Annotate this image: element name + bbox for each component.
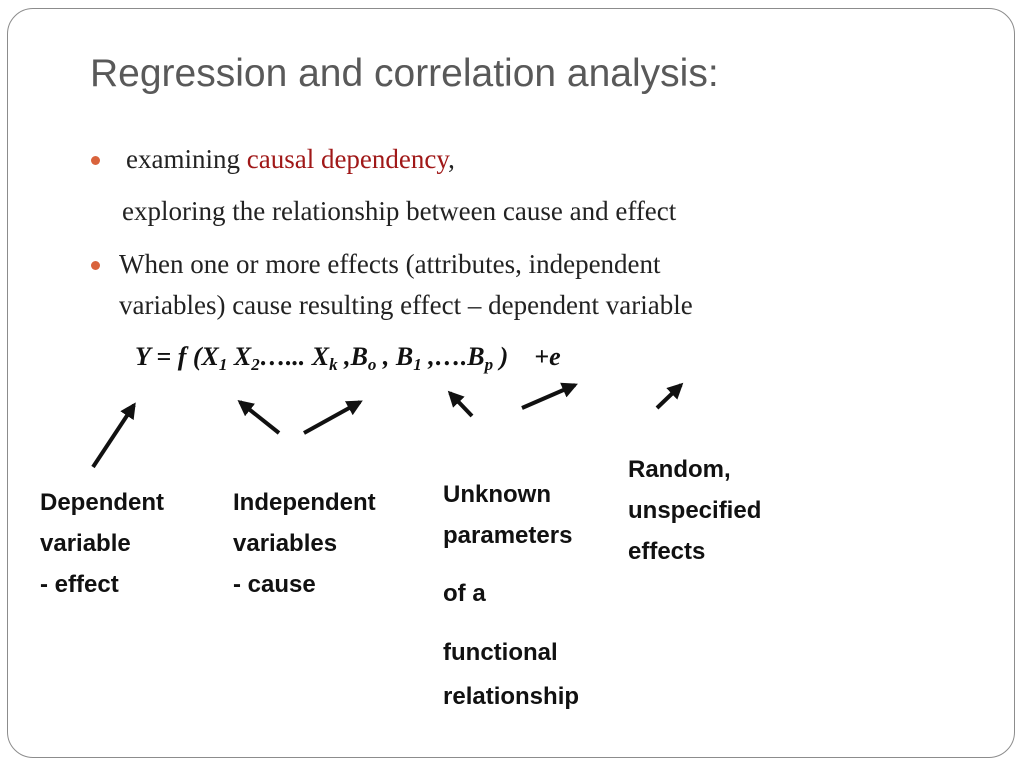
- bullet-1-prefix: examining: [126, 144, 247, 174]
- arrow-to-y: [93, 405, 134, 467]
- bullet-1-suffix: ,: [448, 144, 455, 174]
- formula-mid: …... X: [259, 342, 330, 371]
- label-line: of a: [443, 580, 486, 607]
- formula-sub-1: 1: [218, 355, 228, 374]
- causal-dependency-highlight: causal dependency: [246, 144, 449, 174]
- label-line: relationship: [443, 683, 580, 710]
- formula-b1: , B: [376, 342, 414, 371]
- formula-sub-2: 2: [251, 355, 260, 374]
- label-line: Unknown: [443, 481, 551, 508]
- label-line: functional: [443, 639, 558, 666]
- formula-error-term: +e: [534, 342, 561, 371]
- arrow-to-x1: [240, 402, 279, 433]
- label-line: - cause: [233, 571, 316, 598]
- formula-sub-k: k: [329, 355, 338, 374]
- bullet-1-continuation: exploring the relationship between cause and effect: [122, 196, 677, 226]
- formula-sub-p: p: [484, 355, 494, 374]
- formula-sub-o: o: [367, 355, 377, 374]
- arrow-to-e: [657, 385, 681, 408]
- formula-close: ): [493, 342, 509, 371]
- bullet-2-line-2: variables) cause resulting effect – dependent variable: [119, 290, 693, 320]
- label-line: parameters: [443, 522, 573, 549]
- formula-b0: ,B: [337, 342, 368, 371]
- random-effects-label: [628, 449, 761, 572]
- label-line: Random,: [628, 456, 731, 483]
- label-line: Independent: [233, 489, 376, 516]
- arrow-to-xk: [304, 402, 360, 433]
- formula-lhs: Y = f (X: [135, 342, 219, 371]
- formula-x2: X: [227, 342, 252, 371]
- label-line: - effect: [40, 571, 119, 598]
- formula-bp: ,….B: [421, 342, 485, 371]
- label-line: variables: [233, 530, 338, 557]
- label-line: effects: [628, 538, 706, 565]
- formula-sub-1b: 1: [413, 355, 422, 374]
- independent-variables-label: [233, 482, 376, 605]
- arrow-to-bp: [522, 385, 575, 408]
- dependent-variable-label: [40, 482, 164, 605]
- unknown-parameters-label: [443, 474, 579, 717]
- arrow-to-b0: [450, 393, 472, 416]
- label-line: Dependent: [40, 489, 165, 516]
- label-line: variable: [40, 530, 131, 557]
- bullet-2-line-1: When one or more effects (attributes, independent: [119, 249, 661, 279]
- slide-title: Regression and correlation analysis:: [90, 52, 719, 95]
- label-line: unspecified: [628, 497, 762, 524]
